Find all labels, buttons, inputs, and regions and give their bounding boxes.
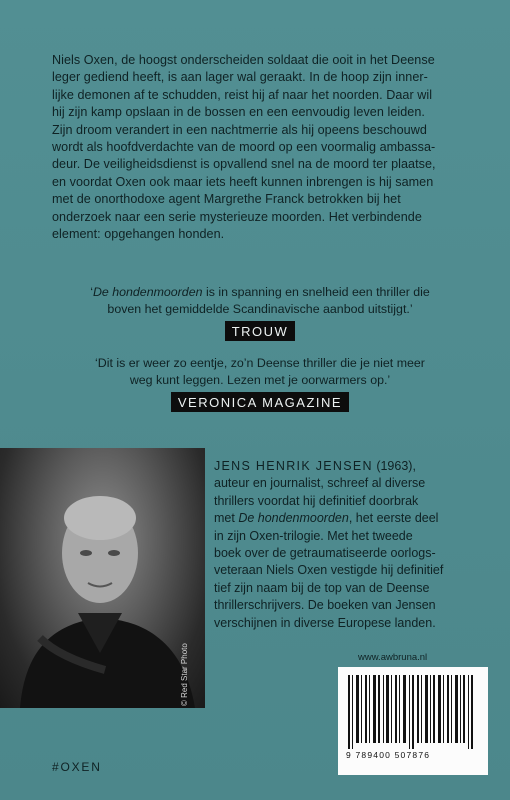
bio-line: thrillers voordat hij definitief doorbrak — [214, 493, 419, 508]
series-hashtag: #OXEN — [52, 760, 102, 774]
bio-line — [214, 458, 484, 475]
bio-line — [214, 510, 484, 527]
author-name: JENS HENRIK JENSEN — [214, 459, 373, 473]
author-photo — [0, 448, 205, 708]
publisher-website: www.awbruna.nl — [358, 652, 428, 663]
bio-line: thrillerschrijvers. De boeken van Jensen — [214, 598, 436, 613]
synopsis-line: leger gediend heeft, is aan lager wal geraakt. In de hoop zijn inner- — [52, 70, 428, 85]
synopsis-line: lijke demonen af te schudden, reist hij af naar het noorden. Daar wil — [52, 87, 433, 102]
review-trouw — [40, 284, 480, 341]
author-bio — [214, 458, 484, 632]
open-quote: ‘ — [90, 285, 93, 299]
isbn-number: 9 789400 507876 — [346, 750, 431, 760]
book-title: De hondenmoorden — [92, 285, 203, 299]
synopsis-line: deur. De veiligheidsdienst is opvallend snel na de moord ter plaatse, — [52, 157, 436, 172]
bio-line: veteraan Niels Oxen vestigde hij definitief — [214, 563, 444, 578]
review-quote: ‘Dit is er weer zo eentje, zo’n Deense thriller die je niet meer — [95, 356, 425, 370]
bio-line: auteur en journalist, schreef al diverse — [214, 476, 426, 491]
synopsis-line: en voordat Oxen ook maar iets heeft kunnen inbrengen is hij samen — [52, 174, 434, 189]
review-quote-line2: boven het gemiddelde Scandinavische aanbod uitstijgt.’ — [107, 302, 413, 316]
book-title: De hondenmoorden — [238, 511, 349, 526]
review-quote-line2: weg kunt leggen. Lezen met je oorwarmers op.’ — [129, 373, 391, 387]
bio-text: met — [214, 511, 239, 526]
photo-credit: © Red Star Photo — [180, 643, 189, 706]
synopsis-line: element: opgehangen honden. — [52, 227, 225, 242]
review-source: VERONICA MAGAZINE — [171, 392, 349, 412]
bio-line: tief zijn naam bij de top van de Deense — [214, 580, 430, 595]
synopsis-line: hij zijn kamp opslaan in de bossen en een eenvoudig leven leiden. — [52, 105, 425, 120]
synopsis-line: Niels Oxen, de hoogst onderscheiden soldaat die ooit in het Deense — [52, 53, 435, 67]
review-source: TROUW — [225, 321, 296, 341]
review-text: is in spanning en snelheid een thriller die — [202, 285, 430, 299]
review-veronica — [40, 355, 480, 412]
synopsis-line: wordt als hoofdverdachte van de moord op een voormalig ambassa- — [52, 140, 436, 155]
bio-line: in zijn Oxen-trilogie. Met het tweede — [214, 528, 413, 543]
bio-text: , het eerste deel — [348, 511, 439, 526]
synopsis — [52, 52, 470, 243]
author-portrait-image — [0, 448, 205, 708]
synopsis-line: onderzoek naar een serie mysterieuze moorden. Het verbindende — [52, 209, 422, 224]
bio-line: boek over de getraumatiseerde oorlogs- — [214, 546, 436, 561]
bio-line: verschijnen in diverse Europese landen. — [214, 615, 436, 630]
author-year: (1963), — [372, 459, 416, 473]
synopsis-line: met de onorthodoxe agent Margrethe Franck betrokken bij het — [52, 192, 401, 207]
review-quote — [40, 284, 480, 301]
synopsis-line: Zijn droom verandert in een nachtmerrie als hij opeens beschouwd — [52, 122, 427, 137]
